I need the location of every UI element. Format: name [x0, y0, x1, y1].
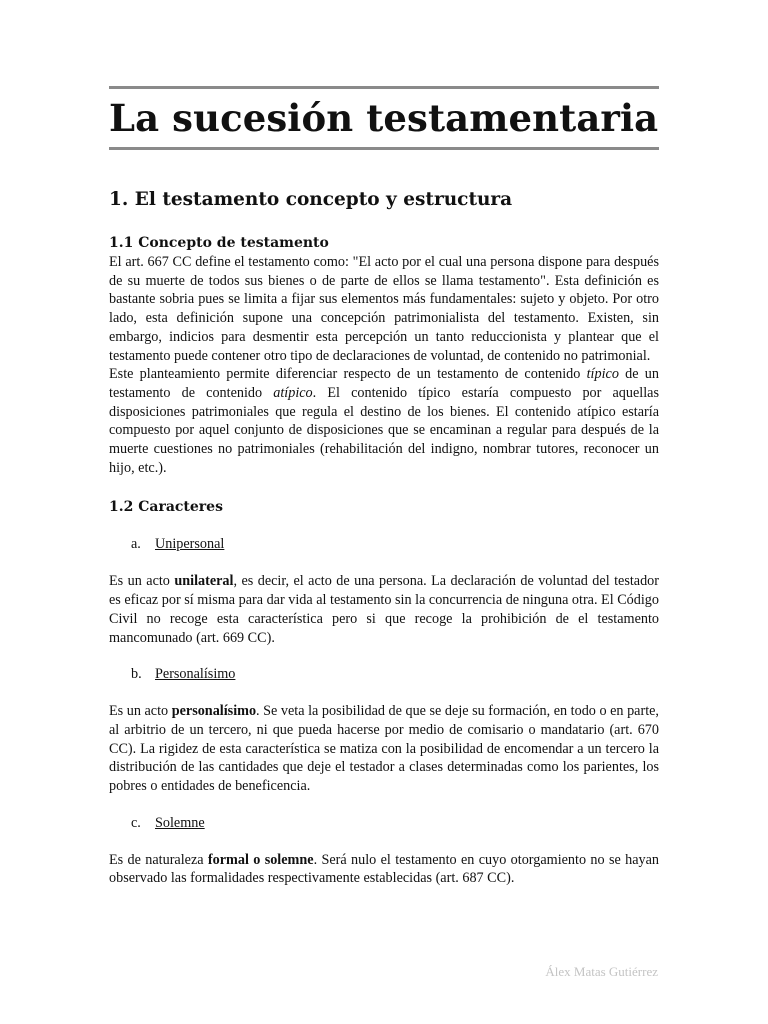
list-marker: a.	[131, 536, 141, 553]
list-marker: b.	[131, 666, 142, 683]
subsection-heading-1-1: 1.1 Concepto de testamento	[109, 235, 329, 251]
paragraph-part-a: Es de naturaleza	[109, 851, 208, 868]
bold-term: personalísimo	[171, 703, 257, 720]
list-marker: c.	[131, 814, 141, 831]
list-label: Personalísimo	[155, 666, 236, 683]
title-bottom-rule	[109, 147, 659, 150]
list-item-solemne	[131, 814, 659, 833]
paragraph-part-b: . Se veta la posibilidad de que se deje su formación, en todo o en parte, al arbitrio de un tercero, ni que pueda hacerse por medio de comisario o mandatario (art. 670 CC). La rigidez de esta característica se matiza con la posibilidad de encomendar a un tercero la distribución de las cantidades que deje el testador a clases determinadas como los parientes, los pobres o entidades de beneficencia.	[109, 703, 659, 795]
section-heading-1: 1. El testamento concepto y estructura	[109, 189, 513, 210]
paragraph-part-a: Es un acto	[109, 703, 172, 720]
paragraph-contenido-part-c: . El contenido típico estaría compuesto por aquellas disposiciones patrimoniales que regula el destino de los bienes. El contenido atípico estaría compuesto por aquel conjunto de disposiciones que se encaminan a regular para después de la muerte cuestiones no patrimoniales (rehabilitación del indigno, nombrar tutores, reconocer un hijo, etc.).	[109, 384, 659, 476]
list-item-unipersonal	[131, 535, 659, 554]
paragraph-personalisimo	[109, 702, 659, 796]
list-label: Unipersonal	[155, 536, 225, 553]
term-atipico: atípico	[273, 384, 313, 401]
list-label: Solemne	[155, 814, 205, 831]
paragraph-contenido	[109, 365, 659, 477]
paragraph-part-a: Es un acto	[109, 573, 175, 590]
paragraph-part-b: , es decir, el acto de una persona. La declaración de voluntad del testador es eficaz por sí misma para dar vida al testamento sin la concurrencia de ninguna otra. El Código Civil no recoge esta característica pero si que recoge la prohibición de el testamento mancomunado (art. 669 CC).	[109, 573, 659, 646]
paragraph-solemne	[109, 851, 659, 888]
bold-term: unilateral	[174, 573, 234, 590]
paragraph-part-b: . Será nulo el testamento en cuyo otorgamiento no se hayan observado las formalidades respectivamente establecidas (art. 687 CC).	[109, 851, 660, 887]
term-tipico: típico	[586, 366, 619, 383]
paragraph-unipersonal	[109, 572, 659, 647]
footer-author: Álex Matas Gutiérrez	[545, 964, 658, 979]
paragraph-concepto: El art. 667 CC define el testamento como: "El acto por el cual una persona dispone para después de su muerte de todos sus bienes o de parte de ellos se llama testamento". Esta definición es bastante sobria pues se limita a fijar sus elementos más fundamentales: sujeto y objeto. Por otro lado, esta definición supone una concepción patrimonialista del testamento. Existen, sin embargo, indicios para desmentir esta percepción un tanto reduccionista y plantear que el testamento puede contener otro tipo de declaraciones de voluntad, de contenido no patrimonial.	[109, 254, 659, 364]
bold-term: formal o solemne	[207, 851, 314, 868]
list-item-personalisimo	[131, 665, 659, 684]
document-page	[109, 86, 659, 888]
document-title: La sucesión testamentaria	[109, 96, 659, 140]
subsection-heading-1-2: 1.2 Caracteres	[109, 499, 223, 516]
paragraph-contenido-part-b: de un testamento de contenido	[109, 366, 659, 401]
paragraph-contenido-part-a: Este planteamiento permite diferenciar respecto de un testamento de contenido	[109, 366, 587, 383]
